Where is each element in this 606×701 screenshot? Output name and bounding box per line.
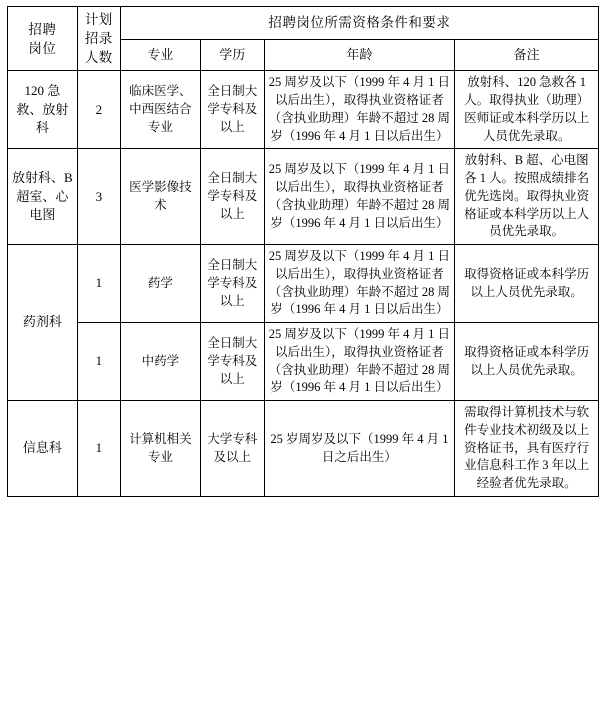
recruitment-table (7, 6, 599, 497)
cell-remark: 取得资格证或本科学历以上人员优先录取。 (455, 323, 599, 401)
header-count-line2: 招录 (84, 31, 113, 47)
table-body (8, 71, 599, 497)
cell-remark: 放射科、120 急救各 1 人。取得执业（助理）医师证或本科学历以上人员优先录取。 (455, 71, 599, 149)
header-education: 学历 (200, 39, 264, 71)
header-remark: 备注 (455, 39, 599, 71)
cell-education: 大学专科及以上 (200, 401, 264, 497)
table-row (8, 245, 599, 323)
table-row (8, 323, 599, 401)
cell-count: 1 (77, 401, 120, 497)
cell-major: 临床医学、中西医结合专业 (120, 71, 200, 149)
header-age: 年龄 (264, 39, 455, 71)
header-post (8, 7, 78, 71)
cell-age: 25 岁周岁及以下（1999 年 4 月 1 日之后出生） (264, 401, 455, 497)
header-count-line3: 人数 (84, 50, 113, 66)
cell-post: 120 急救、放射科 (8, 71, 78, 149)
cell-education: 全日制大学专科及以上 (200, 149, 264, 245)
cell-post: 放射科、B 超室、心电图 (8, 149, 78, 245)
table-row (8, 401, 599, 497)
cell-count: 1 (77, 323, 120, 401)
cell-education: 全日制大学专科及以上 (200, 323, 264, 401)
cell-age: 25 周岁及以下（1999 年 4 月 1 日以后出生），取得执业资格证者（含执业助理）年龄不超过 28 周岁（1996 年 4 月 1 日以后出生） (264, 71, 455, 149)
cell-major: 药学 (120, 245, 200, 323)
header-count-line1: 计划 (84, 12, 113, 27)
header-major: 专业 (120, 39, 200, 71)
cell-major: 医学影像技术 (120, 149, 200, 245)
table-row (8, 71, 599, 149)
header-row-top (8, 7, 599, 40)
header-post-line2: 岗位 (28, 40, 57, 56)
cell-remark: 放射科、B 超、心电图各 1 人。按照成绩排名优先选岗。取得执业资格证或本科学历以上人员优先录取。 (455, 149, 599, 245)
cell-education: 全日制大学专科及以上 (200, 245, 264, 323)
table-row (8, 149, 599, 245)
cell-count: 1 (77, 245, 120, 323)
cell-education: 全日制大学专科及以上 (200, 71, 264, 149)
cell-count: 2 (77, 71, 120, 149)
header-count (77, 7, 120, 71)
header-post-line1: 招聘 (28, 21, 57, 37)
table-header (8, 7, 599, 71)
cell-count: 3 (77, 149, 120, 245)
cell-remark: 需取得计算机技术与软件专业技术初级及以上资格证书，具有医疗行业信息科工作 3 年以上经验者优先录取。 (455, 401, 599, 497)
cell-major: 中药学 (120, 323, 200, 401)
cell-remark: 取得资格证或本科学历以上人员优先录取。 (455, 245, 599, 323)
cell-age: 25 周岁及以下（1999 年 4 月 1 日以后出生），取得执业资格证者（含执业助理）年龄不超过 28 周岁（1996 年 4 月 1 日以后出生） (264, 245, 455, 323)
cell-age: 25 周岁及以下（1999 年 4 月 1 日以后出生），取得执业资格证者（含执业助理）年龄不超过 28 周岁（1996 年 4 月 1 日以后出生） (264, 323, 455, 401)
cell-major: 计算机相关专业 (120, 401, 200, 497)
cell-post: 信息科 (8, 401, 78, 497)
cell-post: 药剂科 (8, 245, 78, 401)
cell-age: 25 周岁及以下（1999 年 4 月 1 日以后出生），取得执业资格证者（含执业助理）年龄不超过 28 周岁（1996 年 4 月 1 日以后出生） (264, 149, 455, 245)
header-qualification: 招聘岗位所需资格条件和要求 (120, 7, 598, 40)
